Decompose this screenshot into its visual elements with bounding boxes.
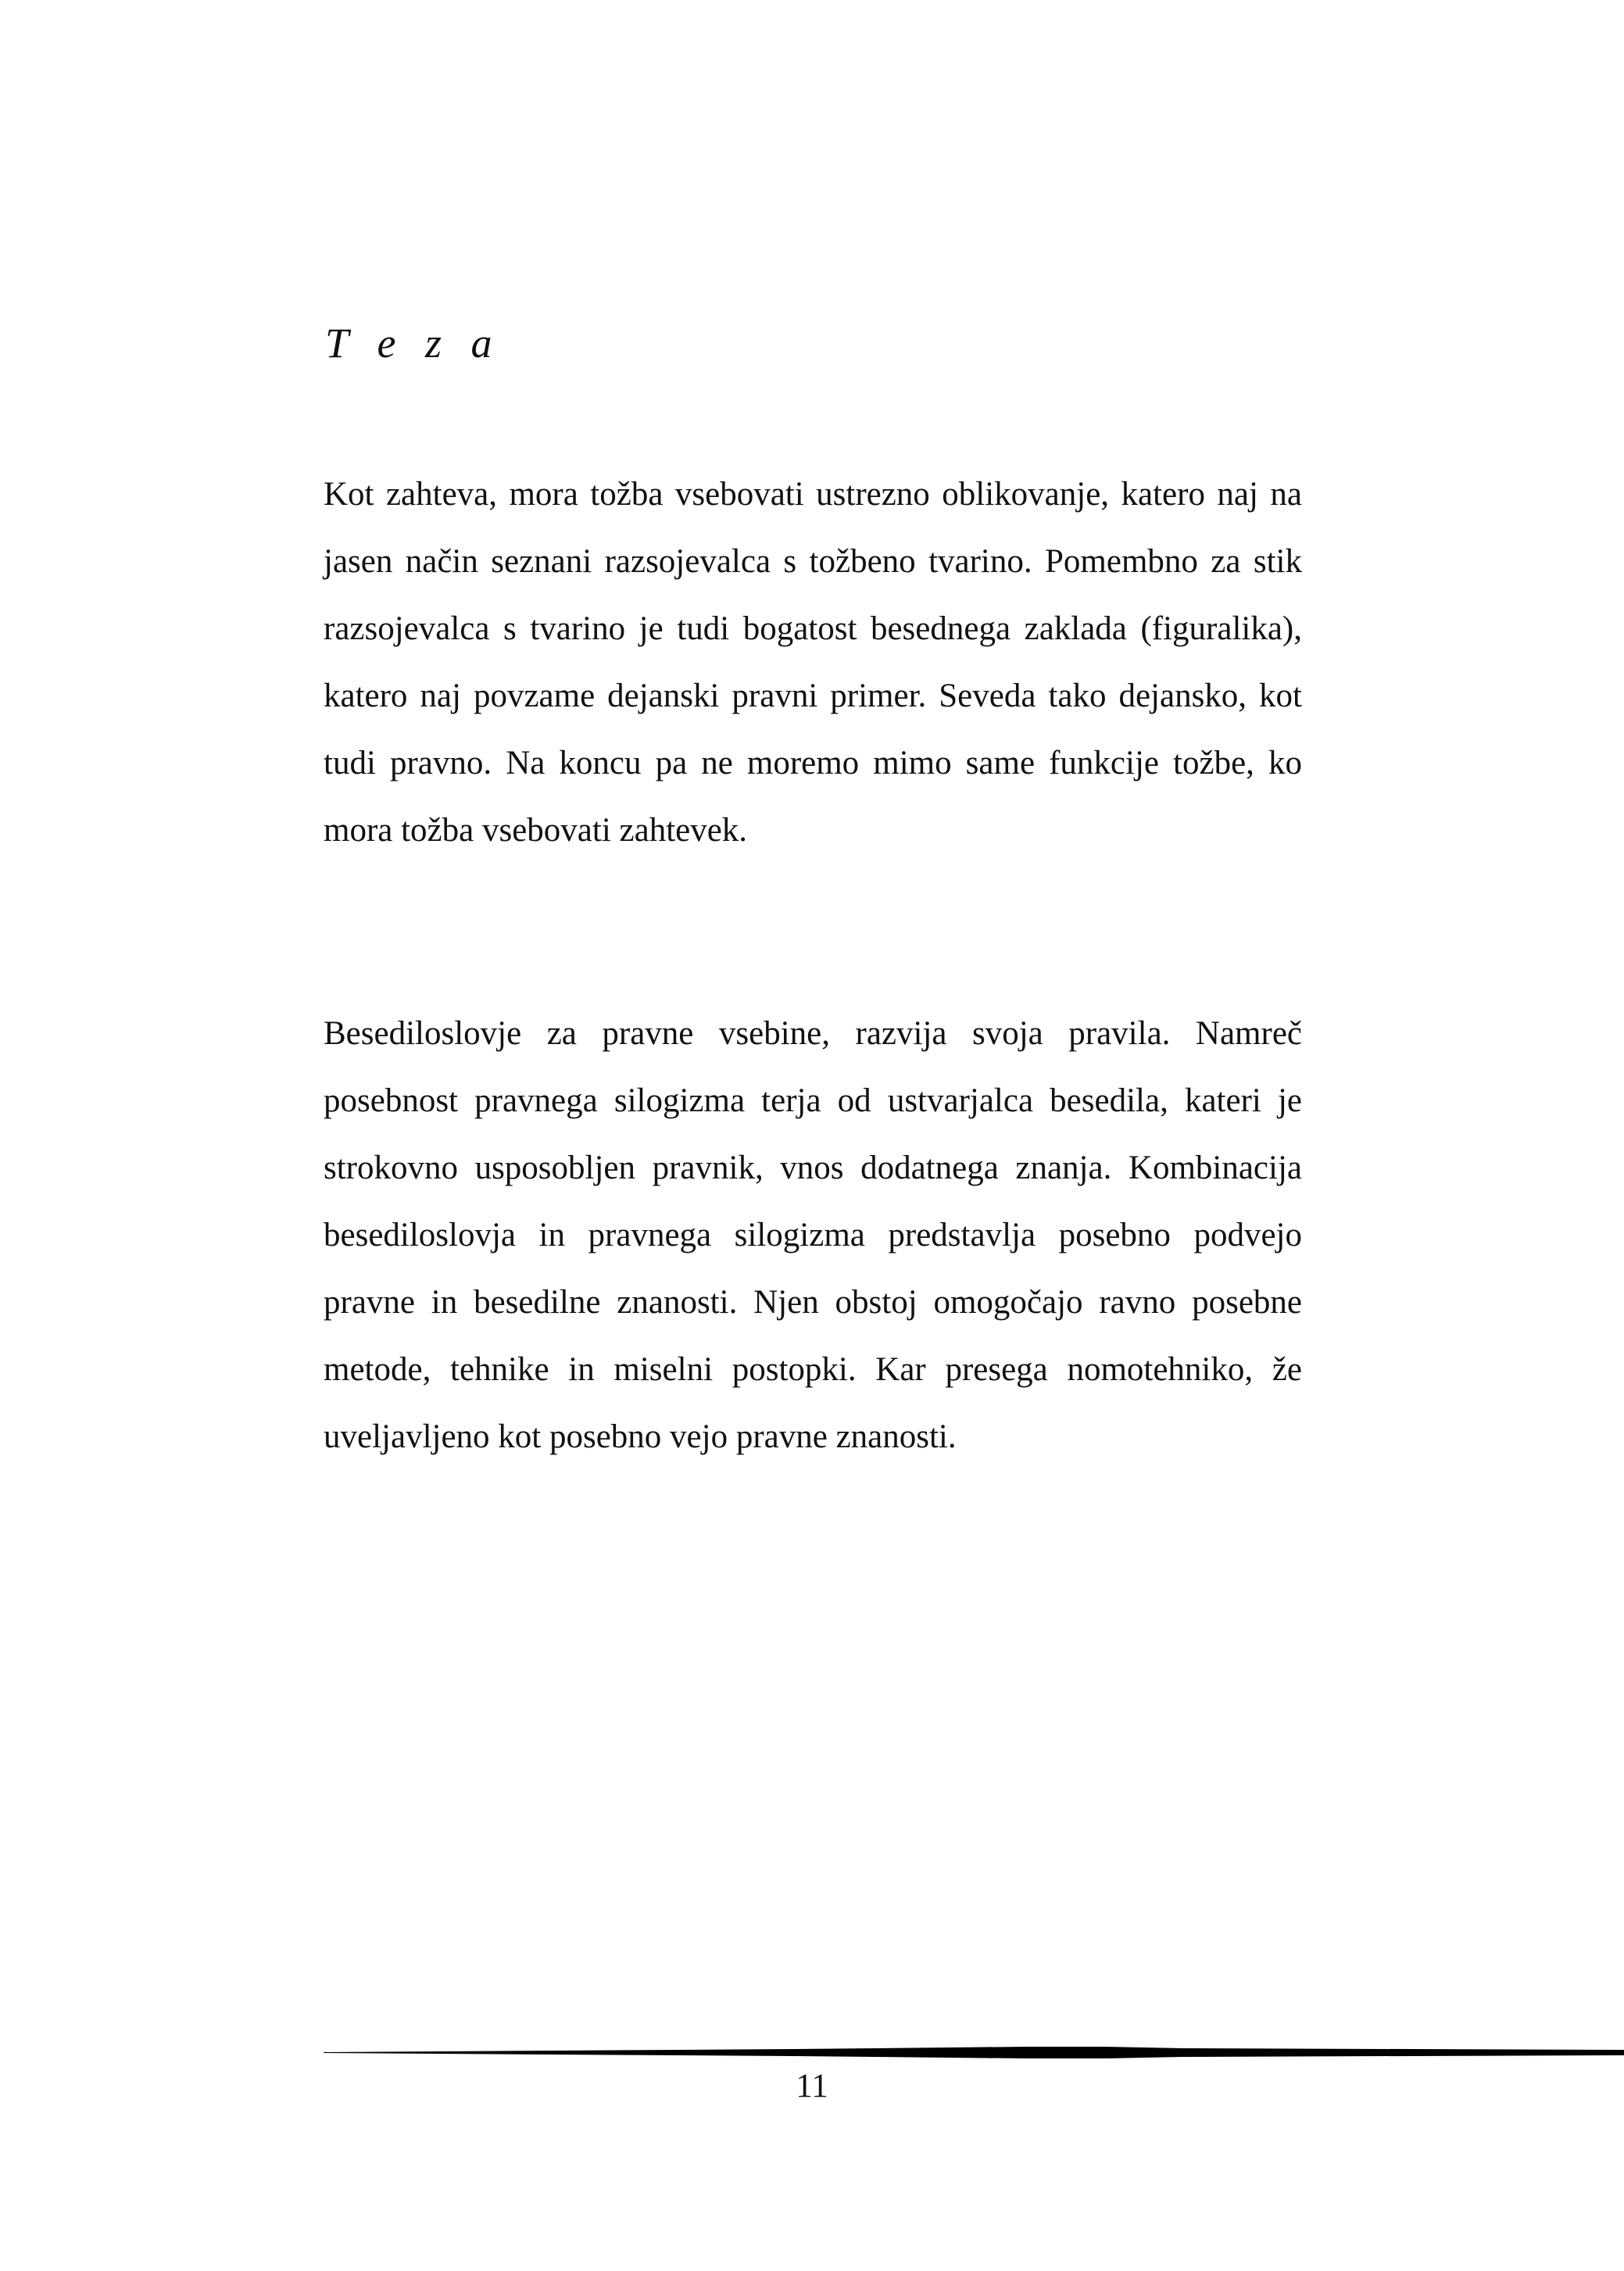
footer-rule-line	[324, 2044, 1624, 2060]
footer-rule	[324, 2044, 1624, 2060]
page-number: 11	[796, 2068, 828, 2105]
body-paragraph: Kot zahteva, mora tožba vsebovati ustrezno oblikovanje, katero naj na jasen način seznani razsojevalca s tožbeno tvarino. Pomembno za stik razsojevalca s tvarino je tudi bogatost besednega zaklada (figuralika), katero naj povzame dejanski pravni primer. Seveda tako dejansko, kot tudi pravno. Na koncu pa ne moremo mimo same funkcije tožbe, ko mora tožba vsebovati zahtevek.	[324, 476, 1302, 849]
body-paragraph: Besediloslovje za pravne vsebine, razvija svoja pravila. Namreč posebnost pravnega silogizma terja od ustvarjalca besedila, kateri je strokovno usposobljen pravnik, vnos dodatnega znanja. Kombinacija besediloslovja in pravnega silogizma predstavlja posebno podvejo pravne in besedilne znanosti. Njen obstoj omogočajo ravno posebne metode, tehnike in miselni postopki. Kar presega nomotehniko, že uveljavljeno kot posebno vejo pravne znanosti.	[324, 1015, 1302, 1455]
page-title: T e z a	[325, 320, 502, 367]
